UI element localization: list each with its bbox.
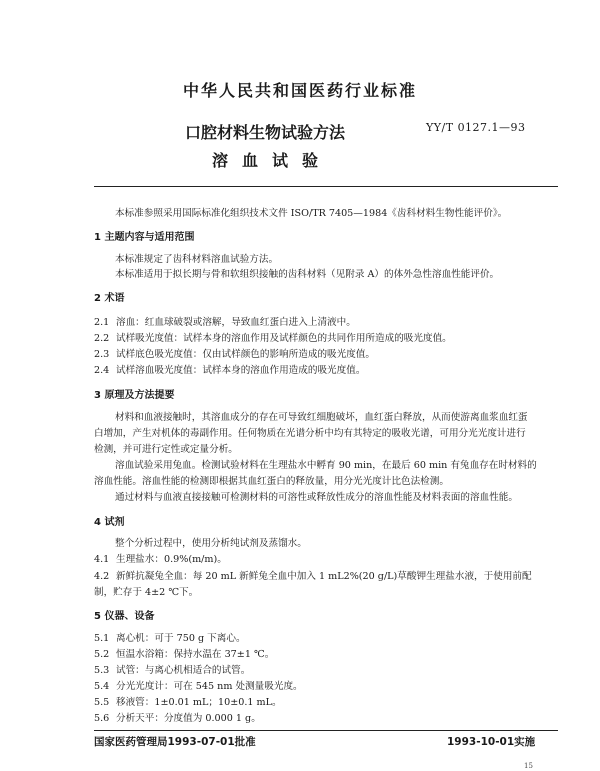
section-3-paragraph-1: 白增加，产生对机体的毒副作用。任何物质在光谱分析中均有其特定的吸收光谱，可用分光光度计进行 [94, 428, 526, 439]
equipment-text: 移液管：1±0.01 mL；10±0.1 mL。 [116, 697, 282, 708]
reagent-item [94, 570, 532, 583]
equipment-item [94, 648, 274, 661]
term-item [94, 316, 356, 329]
approval-info: 国家医药管理局1993-07-01批准 [94, 736, 256, 748]
reagent-number: 4.2 [94, 571, 110, 582]
term-text: 试样底色吸光度值：仅由试样颜色的影响所造成的吸光度值。 [116, 349, 376, 360]
equipment-text: 离心机：可于 750 g 下离心。 [116, 633, 246, 644]
reagent-text: 生理盐水：0.9%(m/m)。 [116, 554, 227, 565]
term-text: 溶血：红血球破裂或溶解，导致血红蛋白进入上清液中。 [116, 317, 356, 328]
equipment-item [94, 712, 261, 725]
reagent-item [94, 553, 227, 566]
standard-category-header: 中华人民共和国医药行业标准 [182, 81, 417, 100]
reagent-item-continued: 制，贮存于 4±2 ℃下。 [94, 587, 199, 598]
section-3-paragraph-2: 溶血性能。溶血性能的检测即根据其血红蛋白的释放量，用分光光度计比色法检测。 [94, 476, 449, 487]
term-item [94, 332, 452, 345]
equipment-text: 分析天平：分度值为 0.000 1 g。 [116, 713, 261, 724]
footer-divider [94, 730, 558, 731]
page-number: 15 [524, 762, 533, 770]
equipment-item [94, 632, 246, 645]
section-3-paragraph-1: 检测，并可进行定性或定量分析。 [94, 444, 238, 455]
equipment-number: 5.4 [94, 681, 110, 692]
term-item [94, 364, 365, 377]
section-3-paragraph-2: 溶血试验采用兔血。检测试验材料在生理盐水中孵育 90 min，在最后 60 min 有兔血存在时材料的 [115, 460, 537, 471]
reagent-text: 新鲜抗凝兔全血：每 20 mL 新鲜兔全血中加入 1 mL2%(20 g/L)草酸钾生理盐水液，于使用前配 [116, 571, 532, 582]
document-subtitle: 溶血试验 [211, 151, 332, 170]
equipment-item [94, 680, 303, 693]
implementation-date: 1993-10-01实施 [447, 736, 536, 748]
section-5-heading: 5 仪器、设备 [94, 611, 155, 622]
term-number: 2.2 [94, 333, 110, 344]
document-title: 口腔材料生物试验方法 [184, 123, 345, 142]
equipment-number: 5.3 [94, 665, 110, 676]
equipment-item [94, 696, 282, 709]
header-divider [94, 186, 558, 187]
section-3-paragraph-1: 材料和血液接触时，其溶血成分的存在可导致红细胞破坏，血红蛋白释放，从而使游离血浆血红蛋 [115, 412, 528, 423]
section-1-heading: 1 主题内容与适用范围 [94, 232, 195, 243]
equipment-item [94, 664, 250, 677]
equipment-text: 分光光度计：可在 545 nm 处测量吸光度。 [116, 681, 303, 692]
term-text: 试样吸光度值：试样本身的溶血作用及试样颜色的共同作用所造成的吸光度值。 [116, 333, 452, 344]
equipment-number: 5.6 [94, 713, 110, 724]
term-item [94, 348, 375, 361]
section-3-heading: 3 原理及方法提要 [94, 390, 175, 401]
term-number: 2.4 [94, 365, 110, 376]
term-number: 2.3 [94, 349, 110, 360]
equipment-number: 5.5 [94, 697, 110, 708]
section-4-heading: 4 试剂 [94, 517, 125, 528]
term-text: 试样溶血吸光度值：试样本身的溶血作用造成的吸光度值。 [116, 365, 366, 376]
equipment-text: 恒温水浴箱：保持水温在 37±1 ℃。 [116, 649, 275, 660]
equipment-number: 5.2 [94, 649, 110, 660]
equipment-text: 试管：与离心机相适合的试管。 [116, 665, 251, 676]
section-2-heading: 2 术语 [94, 293, 125, 304]
section-4-paragraph: 整个分析过程中，使用分析纯试剂及蒸馏水。 [115, 538, 307, 549]
term-number: 2.1 [94, 317, 110, 328]
reagent-number: 4.1 [94, 554, 110, 565]
equipment-number: 5.1 [94, 633, 110, 644]
section-1-paragraph-2: 本标准适用于拟长期与骨和软组织接触的齿科材料（见附录 A）的体外急性溶血性能评价。 [115, 269, 500, 280]
section-3-paragraph-3: 通过材料与血液直接接触可检测材料的可溶性或释放性成分的溶血性能及材料表面的溶血性能。 [115, 492, 518, 503]
standard-number: YY/T 0127.1—93 [426, 121, 526, 134]
intro-paragraph: 本标准参照采用国际标准化组织技术文件 ISO/TR 7405—1984《齿科材料生物性能评价》。 [115, 208, 508, 219]
section-1-paragraph-1: 本标准规定了齿科材料溶血试验方法。 [115, 254, 279, 265]
